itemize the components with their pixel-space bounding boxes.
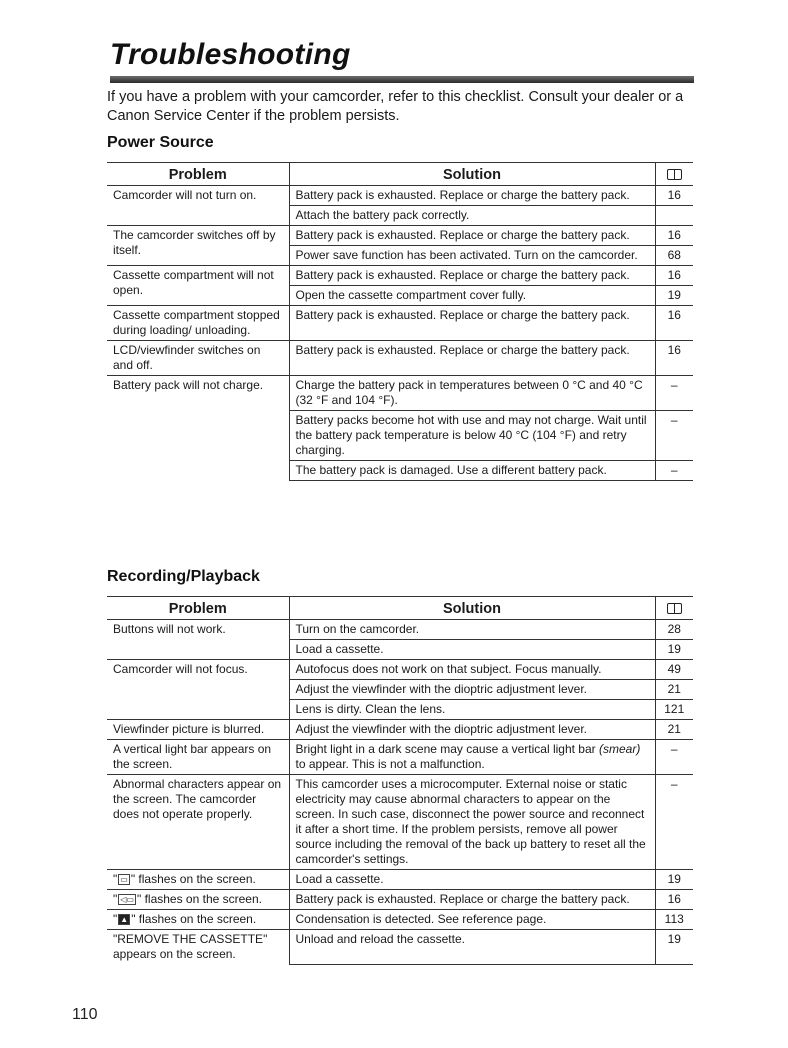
solution-cell: Battery pack is exhausted. Replace or charge the battery pack. <box>289 186 655 206</box>
table-row <box>107 620 693 640</box>
problem-cell: LCD/viewfinder switches on and off. <box>107 341 289 376</box>
page-ref-cell: 21 <box>655 680 693 700</box>
table-row <box>107 341 693 376</box>
intro-paragraph: If you have a problem with your camcorder, refer to this checklist. Consult your dealer or a Canon Service Center if the problem persists. <box>107 89 684 124</box>
page-ref-cell: 19 <box>655 286 693 306</box>
solution-cell: The battery pack is damaged. Use a different battery pack. <box>289 461 655 481</box>
header-solution: Solution <box>289 163 655 186</box>
solution-cell: Turn on the camcorder. <box>289 620 655 640</box>
solution-cell: Adjust the viewfinder with the dioptric adjustment lever. <box>289 720 655 740</box>
solution-cell: Battery pack is exhausted. Replace or charge the battery pack. <box>289 890 655 910</box>
table-row <box>107 720 693 740</box>
table-header-row <box>107 163 693 186</box>
section-heading-recording-playback: Recording/Playback <box>107 568 260 585</box>
solution-cell: Bright light in a dark scene may cause a vertical light bar (smear) to appear. This is not a malfunction. <box>289 740 655 775</box>
problem-cell: Abnormal characters appear on the screen. The camcorder does not operate properly. <box>107 775 289 870</box>
table-row <box>107 910 693 930</box>
page-ref-cell: – <box>655 740 693 775</box>
problem-cell: "REMOVE THE CASSETTE" appears on the screen. <box>107 930 289 965</box>
solution-cell: Adjust the viewfinder with the dioptric adjustment lever. <box>289 680 655 700</box>
solution-cell: Battery pack is exhausted. Replace or charge the battery pack. <box>289 226 655 246</box>
page-ref-cell: 19 <box>655 870 693 890</box>
page-ref-cell: 113 <box>655 910 693 930</box>
header-solution: Solution <box>289 597 655 620</box>
problem-cell: The camcorder switches off by itself. <box>107 226 289 266</box>
solution-cell: Condensation is detected. See reference page. <box>289 910 655 930</box>
problem-cell: " ◁▭ " flashes on the screen. <box>107 890 289 910</box>
page-ref-cell: 16 <box>655 186 693 206</box>
recording-playback-table <box>107 596 693 965</box>
cassette-glyph: ▭ <box>120 875 128 885</box>
solution-cell: Battery pack is exhausted. Replace or charge the battery pack. <box>289 266 655 286</box>
table-row <box>107 775 693 870</box>
problem-cell: " ▲ " flashes on the screen. <box>107 910 289 930</box>
page-ref-cell: 16 <box>655 341 693 376</box>
condensation-glyph: ▲ <box>120 915 129 925</box>
page-ref-cell: 28 <box>655 620 693 640</box>
table-row <box>107 266 693 286</box>
solution-cell: Battery pack is exhausted. Replace or charge the battery pack. <box>289 341 655 376</box>
page-ref-cell: 16 <box>655 226 693 246</box>
solution-cell: Autofocus does not work on that subject. Focus manually. <box>289 660 655 680</box>
solution-cell: This camcorder uses a microcomputer. External noise or static electricity may cause abnormal characters to appear on the screen. In such case, disconnect the power source and reconnect it after a short time. If the problem persists, remove all power source including the removal of the back up battery to reset all the camcorder's settings. <box>289 775 655 870</box>
problem-cell: Cassette compartment will not open. <box>107 266 289 306</box>
page-title: Troubleshooting <box>110 38 351 71</box>
page-ref-cell: 19 <box>655 930 693 965</box>
page-ref-cell: – <box>655 461 693 481</box>
table-row <box>107 870 693 890</box>
solution-cell: Battery pack is exhausted. Replace or charge the battery pack. <box>289 306 655 341</box>
battery-glyph: ◁▭ <box>120 895 134 905</box>
solution-cell: Open the cassette compartment cover fully. <box>289 286 655 306</box>
book-icon <box>667 603 682 614</box>
page-ref-cell: 16 <box>655 306 693 341</box>
problem-cell: Cassette compartment stopped during loading/ unloading. <box>107 306 289 341</box>
solution-cell: Load a cassette. <box>289 640 655 660</box>
problem-cell: Camcorder will not focus. <box>107 660 289 720</box>
problem-cell: Battery pack will not charge. <box>107 376 289 481</box>
page-ref-cell: 19 <box>655 640 693 660</box>
table-row <box>107 306 693 341</box>
solution-cell: Charge the battery pack in temperatures between 0 °C and 40 °C (32 °F and 104 °F). <box>289 376 655 411</box>
solution-cell: Battery packs become hot with use and may not charge. Wait until the battery pack temperature is below 40 °C (104 °F) and retry charging. <box>289 411 655 461</box>
table-row <box>107 376 693 411</box>
table-row <box>107 660 693 680</box>
page-ref-cell: 121 <box>655 700 693 720</box>
header-page <box>655 597 693 620</box>
problem-cell: " ▭ " flashes on the screen. <box>107 870 289 890</box>
header-page <box>655 163 693 186</box>
section-heading-power-source: Power Source <box>107 134 214 151</box>
problem-cell: Buttons will not work. <box>107 620 289 660</box>
header-problem: Problem <box>107 163 289 186</box>
table-row <box>107 226 693 246</box>
page-ref-cell <box>655 206 693 226</box>
table-row <box>107 930 693 965</box>
page-ref-cell: 16 <box>655 890 693 910</box>
title-rule <box>110 76 694 83</box>
page-ref-cell: – <box>655 411 693 461</box>
problem-cell: A vertical light bar appears on the screen. <box>107 740 289 775</box>
header-problem: Problem <box>107 597 289 620</box>
power-source-table <box>107 162 693 481</box>
book-icon <box>667 169 682 180</box>
page-ref-cell: 16 <box>655 266 693 286</box>
page-number: 110 <box>72 1006 98 1023</box>
page-ref-cell: – <box>655 376 693 411</box>
page-ref-cell: 68 <box>655 246 693 266</box>
solution-cell: Power save function has been activated. Turn on the camcorder. <box>289 246 655 266</box>
solution-emphasis: (smear) <box>598 742 641 756</box>
page-ref-cell: 21 <box>655 720 693 740</box>
solution-cell: Attach the battery pack correctly. <box>289 206 655 226</box>
problem-cell: Viewfinder picture is blurred. <box>107 720 289 740</box>
solution-cell: Lens is dirty. Clean the lens. <box>289 700 655 720</box>
table-row <box>107 186 693 206</box>
page-ref-cell: – <box>655 775 693 870</box>
solution-cell: Unload and reload the cassette. <box>289 930 655 965</box>
table-row <box>107 890 693 910</box>
solution-cell: Load a cassette. <box>289 870 655 890</box>
table-header-row <box>107 597 693 620</box>
problem-cell: Camcorder will not turn on. <box>107 186 289 226</box>
page-ref-cell: 49 <box>655 660 693 680</box>
table-row <box>107 740 693 775</box>
